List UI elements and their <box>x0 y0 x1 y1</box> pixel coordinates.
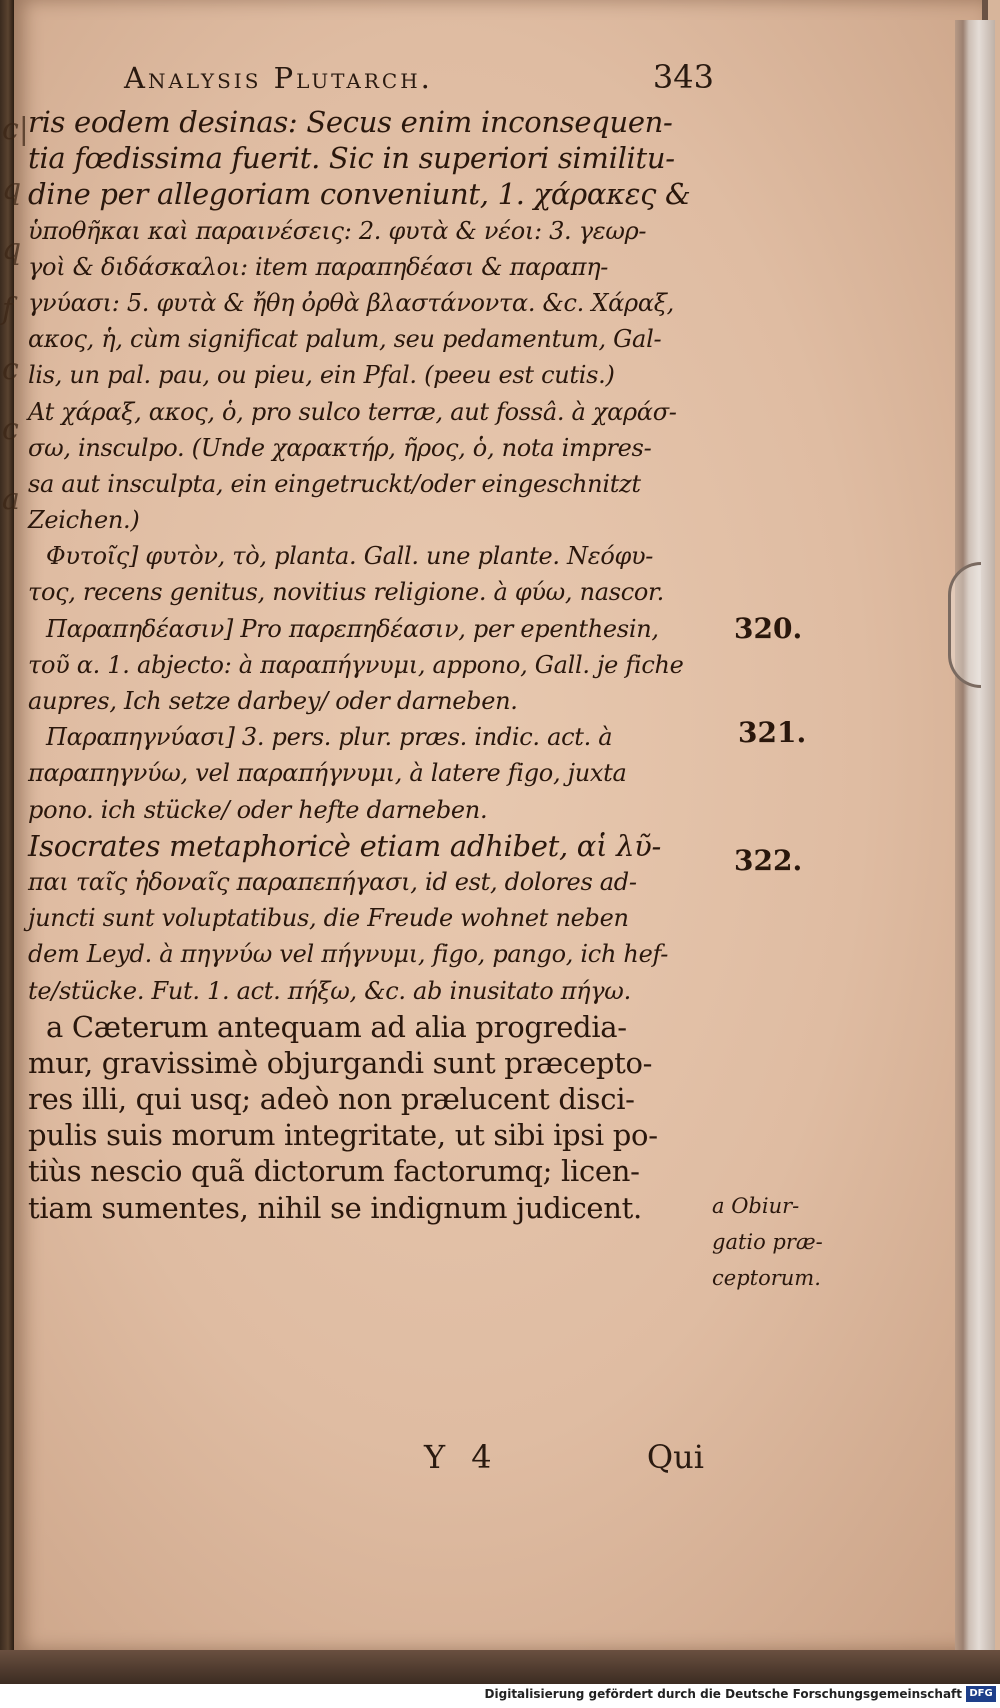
text-line: σω, insculpo. (Unde χαρακτήρ, ῆρος, ὁ, nota impres- <box>28 433 652 462</box>
text-line: tiùs nescio quã dictorum factorumq; licen- <box>28 1154 640 1189</box>
text-line: παραπηγνύω, vel παραπήγνυμι, à latere figo, juxta <box>28 759 627 788</box>
text-line: dem Leyd. à πηγνύω vel πήγνυμι, figo, pango, ich hef- <box>28 940 669 969</box>
text-line: γοὶ & διδάσκαλοι: item παραπηδέασι & παραπη- <box>28 252 609 281</box>
page-header <box>124 58 714 96</box>
text-line: Isocrates metaphoricè etiam adhibet, αἱ λῦ- <box>28 828 661 863</box>
text-line: παι ταῖς ἡδοναῖς παραπεπήγασι, id est, dolores ad- <box>28 867 637 896</box>
text-line: sa aut insculpta, ein eingetruckt/oder eingeschnitzt <box>28 469 641 498</box>
text-line: aupres, Ich setze darbey/ oder darneben. <box>28 687 518 715</box>
text-line: At χάραξ, ακος, ὁ, pro sulco terræ, aut fossâ. à χαράσ- <box>28 397 677 426</box>
page-clip <box>948 562 981 688</box>
dfg-logo: DFG <box>966 1686 996 1702</box>
text-line: ακος, ἡ, cùm significat palum, seu pedamentum, Gal- <box>28 325 662 354</box>
marginal-number: 322. <box>734 844 803 877</box>
left-edge-fragment: q <box>2 172 22 207</box>
text-line: juncti sunt voluptatibus, die Freude wohnet neben <box>28 904 629 933</box>
left-edge-fragment: f <box>2 292 14 327</box>
marginal-number: 321. <box>738 716 807 749</box>
page-edge-stack <box>955 20 995 1650</box>
signature-mark: Y 4 <box>424 1438 500 1476</box>
left-edge-fragment: c <box>2 412 19 447</box>
running-title: Analysis Plutarch. <box>124 61 433 95</box>
text-line: te/stücke. Fut. 1. act. πήξω, &c. ab inusitato πήγω. <box>28 976 631 1005</box>
catchword: Qui <box>646 1438 704 1476</box>
catchline <box>424 1438 704 1476</box>
left-edge-fragment: c| <box>2 112 29 147</box>
marginal-number: 320. <box>734 612 803 645</box>
text-line: tia fœdissima fuerit. Sic in superiori similitu- <box>28 141 675 176</box>
text-line: Παραπηδέασιν] Pro παρεπηδέασιν, per epenthesin, <box>46 614 659 643</box>
scan-bottom-band <box>0 1650 1000 1684</box>
text-line: pulis suis morum integritate, ut sibi ipsi po- <box>28 1118 658 1153</box>
left-edge-fragment: q <box>2 232 22 267</box>
text-line: pono. ich stücke/ oder hefte darneben. <box>28 795 488 824</box>
text-line: τος, recens genitus, novitius religione. à φύω, nascor. <box>28 578 664 607</box>
text-line: Zeichen.) <box>28 506 140 535</box>
text-line: ὑποθῆκαι καὶ παραινέσεις: 2. φυτὰ & νέοι: 3. γεωρ- <box>28 216 647 245</box>
text-line: γνύασι: 5. φυτὰ & ἤθη ὀρθὰ βλαστάνοντα. &c. Χάραξ, <box>28 288 674 317</box>
side-note-line: a Obiur- <box>712 1194 800 1218</box>
side-note-line: ceptorum. <box>712 1266 821 1290</box>
side-note-line: gatio præ- <box>712 1230 823 1254</box>
left-edge-fragment: a <box>2 482 20 517</box>
text-line: mur, gravissimè objurgandi sunt præcepto- <box>28 1045 653 1080</box>
side-note <box>712 1188 862 1296</box>
text-line: τοῦ α. 1. abjecto: à παραπήγνυμι, appono, Gall. je fiche <box>28 650 684 679</box>
page-number: 343 <box>652 58 714 96</box>
text-line: a Cæterum antequam ad alia progredia- <box>46 1009 627 1044</box>
text-line: Φυτοῖς] φυτὸν, τὸ, planta. Gall. une plante. Νεόφυ- <box>46 542 654 571</box>
text-line: Παραπηγνύασι] 3. pers. plur. præs. indic. act. à <box>46 723 613 752</box>
text-line: ris eodem desinas: Secus enim inconsequen- <box>28 105 673 139</box>
digitization-notice: Digitalisierung gefördert durch die Deutsche Forschungsgemeinschaft <box>484 1687 962 1701</box>
text-line: tiam sumentes, nihil se indignum judicent. <box>28 1190 642 1225</box>
text-line: res illi, qui usq; adeò non prælucent disci- <box>28 1082 635 1117</box>
left-edge-fragment: c <box>2 352 19 387</box>
text-line: dine per allegoriam conveniunt, 1. χάρακες & <box>28 177 691 212</box>
main-text <box>28 104 708 1226</box>
text-line: lis, un pal. pau, ou pieu, ein Pfal. (peeu est cutis.) <box>28 361 615 390</box>
